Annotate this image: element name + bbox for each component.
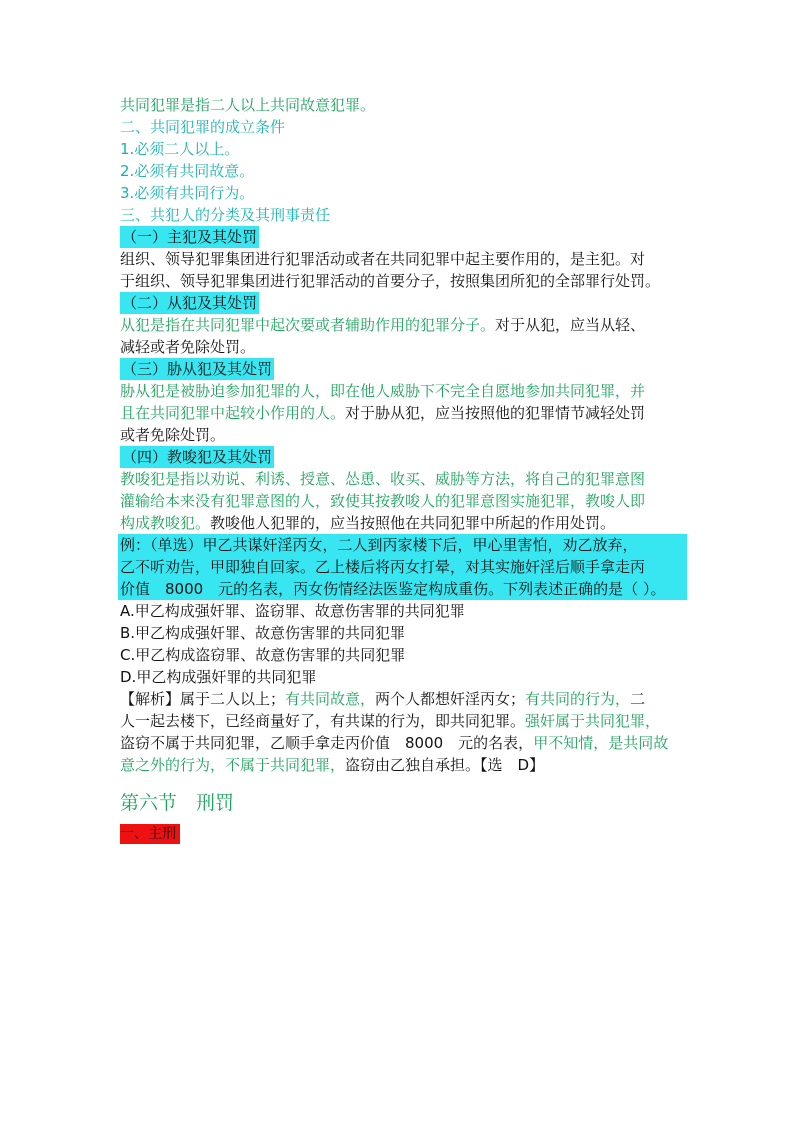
coerced-offender-text [120, 380, 685, 446]
condition-2: 2.必须有共同故意。 [120, 162, 255, 180]
principal-row-1: 组织、领导犯罪集团进行犯罪活动或者在共同犯罪中起主要作用的，是主犯。对 [120, 250, 646, 268]
instigator-row-1: 教唆犯是指以劝说、利诱、授意、怂恿、收买、威胁等方法，将自己的犯罪意图 [120, 470, 646, 488]
analysis [120, 688, 685, 776]
intro-line: 共同犯罪是指二人以上共同故意犯罪。 [120, 96, 376, 114]
example-options [120, 600, 685, 688]
chapter-title: 第六节 刑罚 [120, 792, 235, 814]
analysis-r1-b: 有共同故意， [285, 690, 376, 708]
option-a: A.甲乙构成强奸罪、盗窃罪、故意伤害罪的共同犯罪 [120, 602, 465, 620]
document-page [120, 94, 685, 844]
analysis-r1-d: 有共同的行为， [525, 690, 631, 708]
coerced-penalty: 对于胁从犯，应当按照他的犯罪情节减轻处罚 [345, 404, 646, 422]
condition-1: 1.必须二人以上。 [120, 140, 240, 158]
option-d: D.甲乙构成强奸罪的共同犯罪 [120, 668, 317, 686]
accessory-penalty: 对于从犯，应当从轻、 [495, 316, 646, 334]
analysis-r4-b: 盗窃由乙独自承担。【选 D】 [345, 756, 545, 774]
option-c: C.甲乙构成盗窃罪、故意伤害罪的共同犯罪 [120, 646, 406, 664]
example-row-3: 价值 8000 元的名表，丙女伤情经法医鉴定构成重伤。下列表述正确的是（ ）。 [120, 580, 666, 598]
conditions-heading: 二、共同犯罪的成立条件 [120, 118, 286, 136]
condition-3: 3.必须有共同行为。 [120, 184, 255, 202]
coerced-definition-end: 且在共同犯罪中起较小作用的人。 [120, 404, 346, 422]
classification-heading: 三、共犯人的分类及其刑事责任 [120, 206, 331, 224]
analysis-r1-c: 两个人都想奸淫丙女； [375, 690, 526, 708]
instigator-penalty: 教唆他人犯罪的，应当按照他在共同犯罪中所起的作用处罚。 [210, 514, 616, 532]
analysis-r4-a: 意之外的行为，不属于共同犯罪， [120, 756, 346, 774]
instigator-text [120, 468, 685, 534]
analysis-r1-a: 【解析】属于二人以上； [120, 690, 286, 708]
example-row-2: 乙不听劝告，甲即独自回家。乙上楼后将丙女打晕，对其实施奸淫后顺手拿走丙 [120, 558, 646, 576]
instigator-definition-end: 构成教唆犯。 [120, 514, 211, 532]
coerced-offender-title: （三）胁从犯及其处罚 [122, 360, 273, 378]
coerced-row-3: 或者免除处罚。 [120, 426, 226, 444]
analysis-r3-b: 甲不知情，是共同故 [533, 734, 669, 752]
example-row-1: 例：（单选）甲乙共谋奸淫丙女，二人到丙家楼下后，甲心里害怕，劝乙放弃， [120, 536, 638, 554]
principal-row-2: 于组织、领导犯罪集团进行犯罪活动的首要分子，按照集团所犯的全部罪行处罚。 [120, 272, 661, 290]
instigator-title: （四）教唆犯及其处罚 [122, 448, 273, 466]
accessory-row-2: 减轻或者免除处罚。 [120, 338, 256, 356]
analysis-r1-e: 二 [630, 690, 646, 708]
principal-punishment-tag: 一、主刑 [120, 824, 180, 844]
instigator-row-2: 灌输给本来没有犯罪意图的人，致使其按教唆人的犯罪意图实施犯罪，教唆人即 [120, 492, 646, 510]
analysis-r2-b: 强奸属于共同犯罪， [525, 712, 661, 730]
option-b: B.甲乙构成强奸罪、故意伤害罪的共同犯罪 [120, 624, 406, 642]
accessory-definition: 从犯是指在共同犯罪中起次要或者辅助作用的犯罪分子。 [120, 316, 496, 334]
example-question [118, 534, 687, 600]
principal-offender-title: （一）主犯及其处罚 [122, 228, 258, 246]
coerced-row-1: 胁从犯是被胁迫参加犯罪的人，即在他人威胁下不完全自愿地参加共同犯罪，并 [120, 382, 646, 400]
principal-offender-text [120, 248, 685, 292]
analysis-r3-a: 盗窃不属于共同犯罪，乙顺手拿走丙价值 8000 元的名表， [120, 734, 534, 752]
accessory-offender-text [120, 314, 685, 358]
analysis-r2-a: 人一起去楼下，已经商量好了，有共谋的行为，即共同犯罪。 [120, 712, 526, 730]
accessory-offender-title: （二）从犯及其处罚 [122, 294, 258, 312]
